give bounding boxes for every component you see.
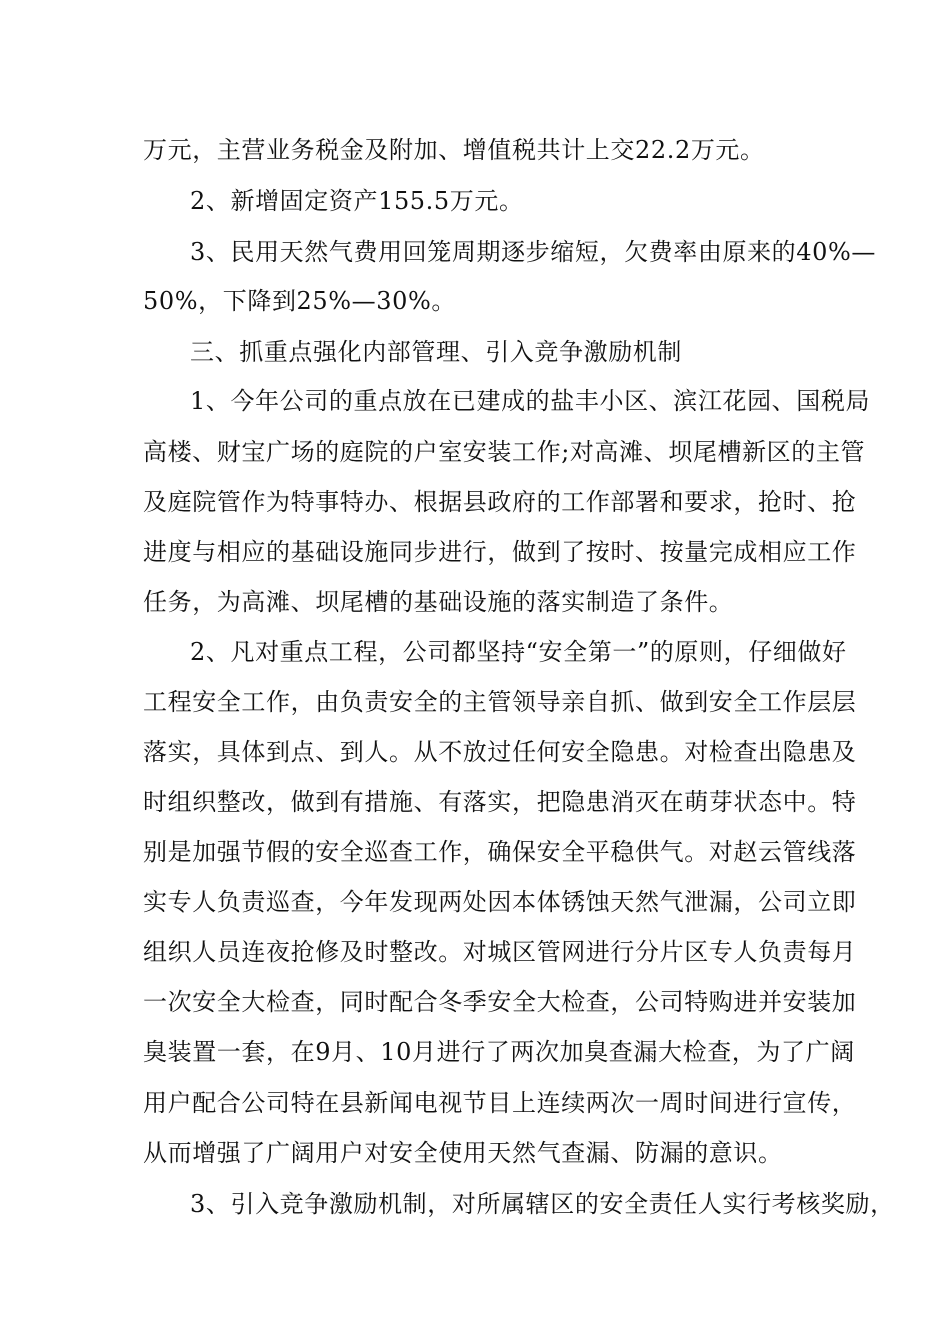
text-line: 进度与相应的基础设施同步进行，做到了按时、按量完成相应工作 bbox=[143, 538, 857, 566]
text-line: 及庭院管作为特事特办、根据县政府的工作部署和要求，抢时、抢 bbox=[143, 488, 857, 516]
text-line: 任务，为高滩、坝尾槽的基础设施的落实制造了条件。 bbox=[143, 588, 734, 616]
text-line: 从而增强了广阔用户对安全使用天然气查漏、防漏的意识。 bbox=[143, 1139, 783, 1167]
text-line: 高楼、财宝广场的庭院的户室安装工作;对高滩、坝尾槽新区的主管 bbox=[143, 438, 866, 466]
text-line: 3、引入竞争激励机制，对所属辖区的安全责任人实行考核奖励， bbox=[190, 1190, 895, 1218]
section-heading: 三、抓重点强化内部管理、引入竞争激励机制 bbox=[190, 338, 682, 366]
text-line: 别是加强节假的安全巡查工作，确保安全平稳供气。对赵云管线落 bbox=[143, 838, 857, 866]
text-line: 万元，主营业务税金及附加、增值税共计上交22.2万元。 bbox=[143, 136, 765, 164]
text-line: 用户配合公司特在县新闻电视节目上连续两次一周时间进行宣传， bbox=[143, 1089, 857, 1117]
text-line: 落实，具体到点、到人。从不放过任何安全隐患。对检查出隐患及 bbox=[143, 738, 857, 766]
text-line: 50%，下降到25%—30%。 bbox=[143, 287, 457, 315]
text-line: 2、凡对重点工程，公司都坚持“安全第一”的原则，仔细做好 bbox=[190, 638, 847, 666]
text-line: 工程安全工作，由负责安全的主管领导亲自抓、做到安全工作层层 bbox=[143, 688, 857, 716]
text-line: 2、新增固定资产155.5万元。 bbox=[190, 187, 524, 215]
text-line: 时组织整改，做到有措施、有落实，把隐患消灭在萌芽状态中。特 bbox=[143, 788, 857, 816]
text-line: 实专人负责巡查，今年发现两处因本体锈蚀天然气泄漏，公司立即 bbox=[143, 888, 857, 916]
text-line: 3、民用天然气费用回笼周期逐步缩短，欠费率由原来的40%— bbox=[190, 238, 877, 266]
text-line: 1、今年公司的重点放在已建成的盐丰小区、滨江花园、国税局 bbox=[190, 387, 871, 415]
text-line: 臭装置一套，在9月、10月进行了两次加臭查漏大检查，为了广阔 bbox=[143, 1038, 855, 1066]
text-line: 一次安全大检查，同时配合冬季安全大检查，公司特购进并安装加 bbox=[143, 988, 857, 1016]
text-line: 组织人员连夜抢修及时整改。对城区管网进行分片区专人负责每月 bbox=[143, 938, 857, 966]
